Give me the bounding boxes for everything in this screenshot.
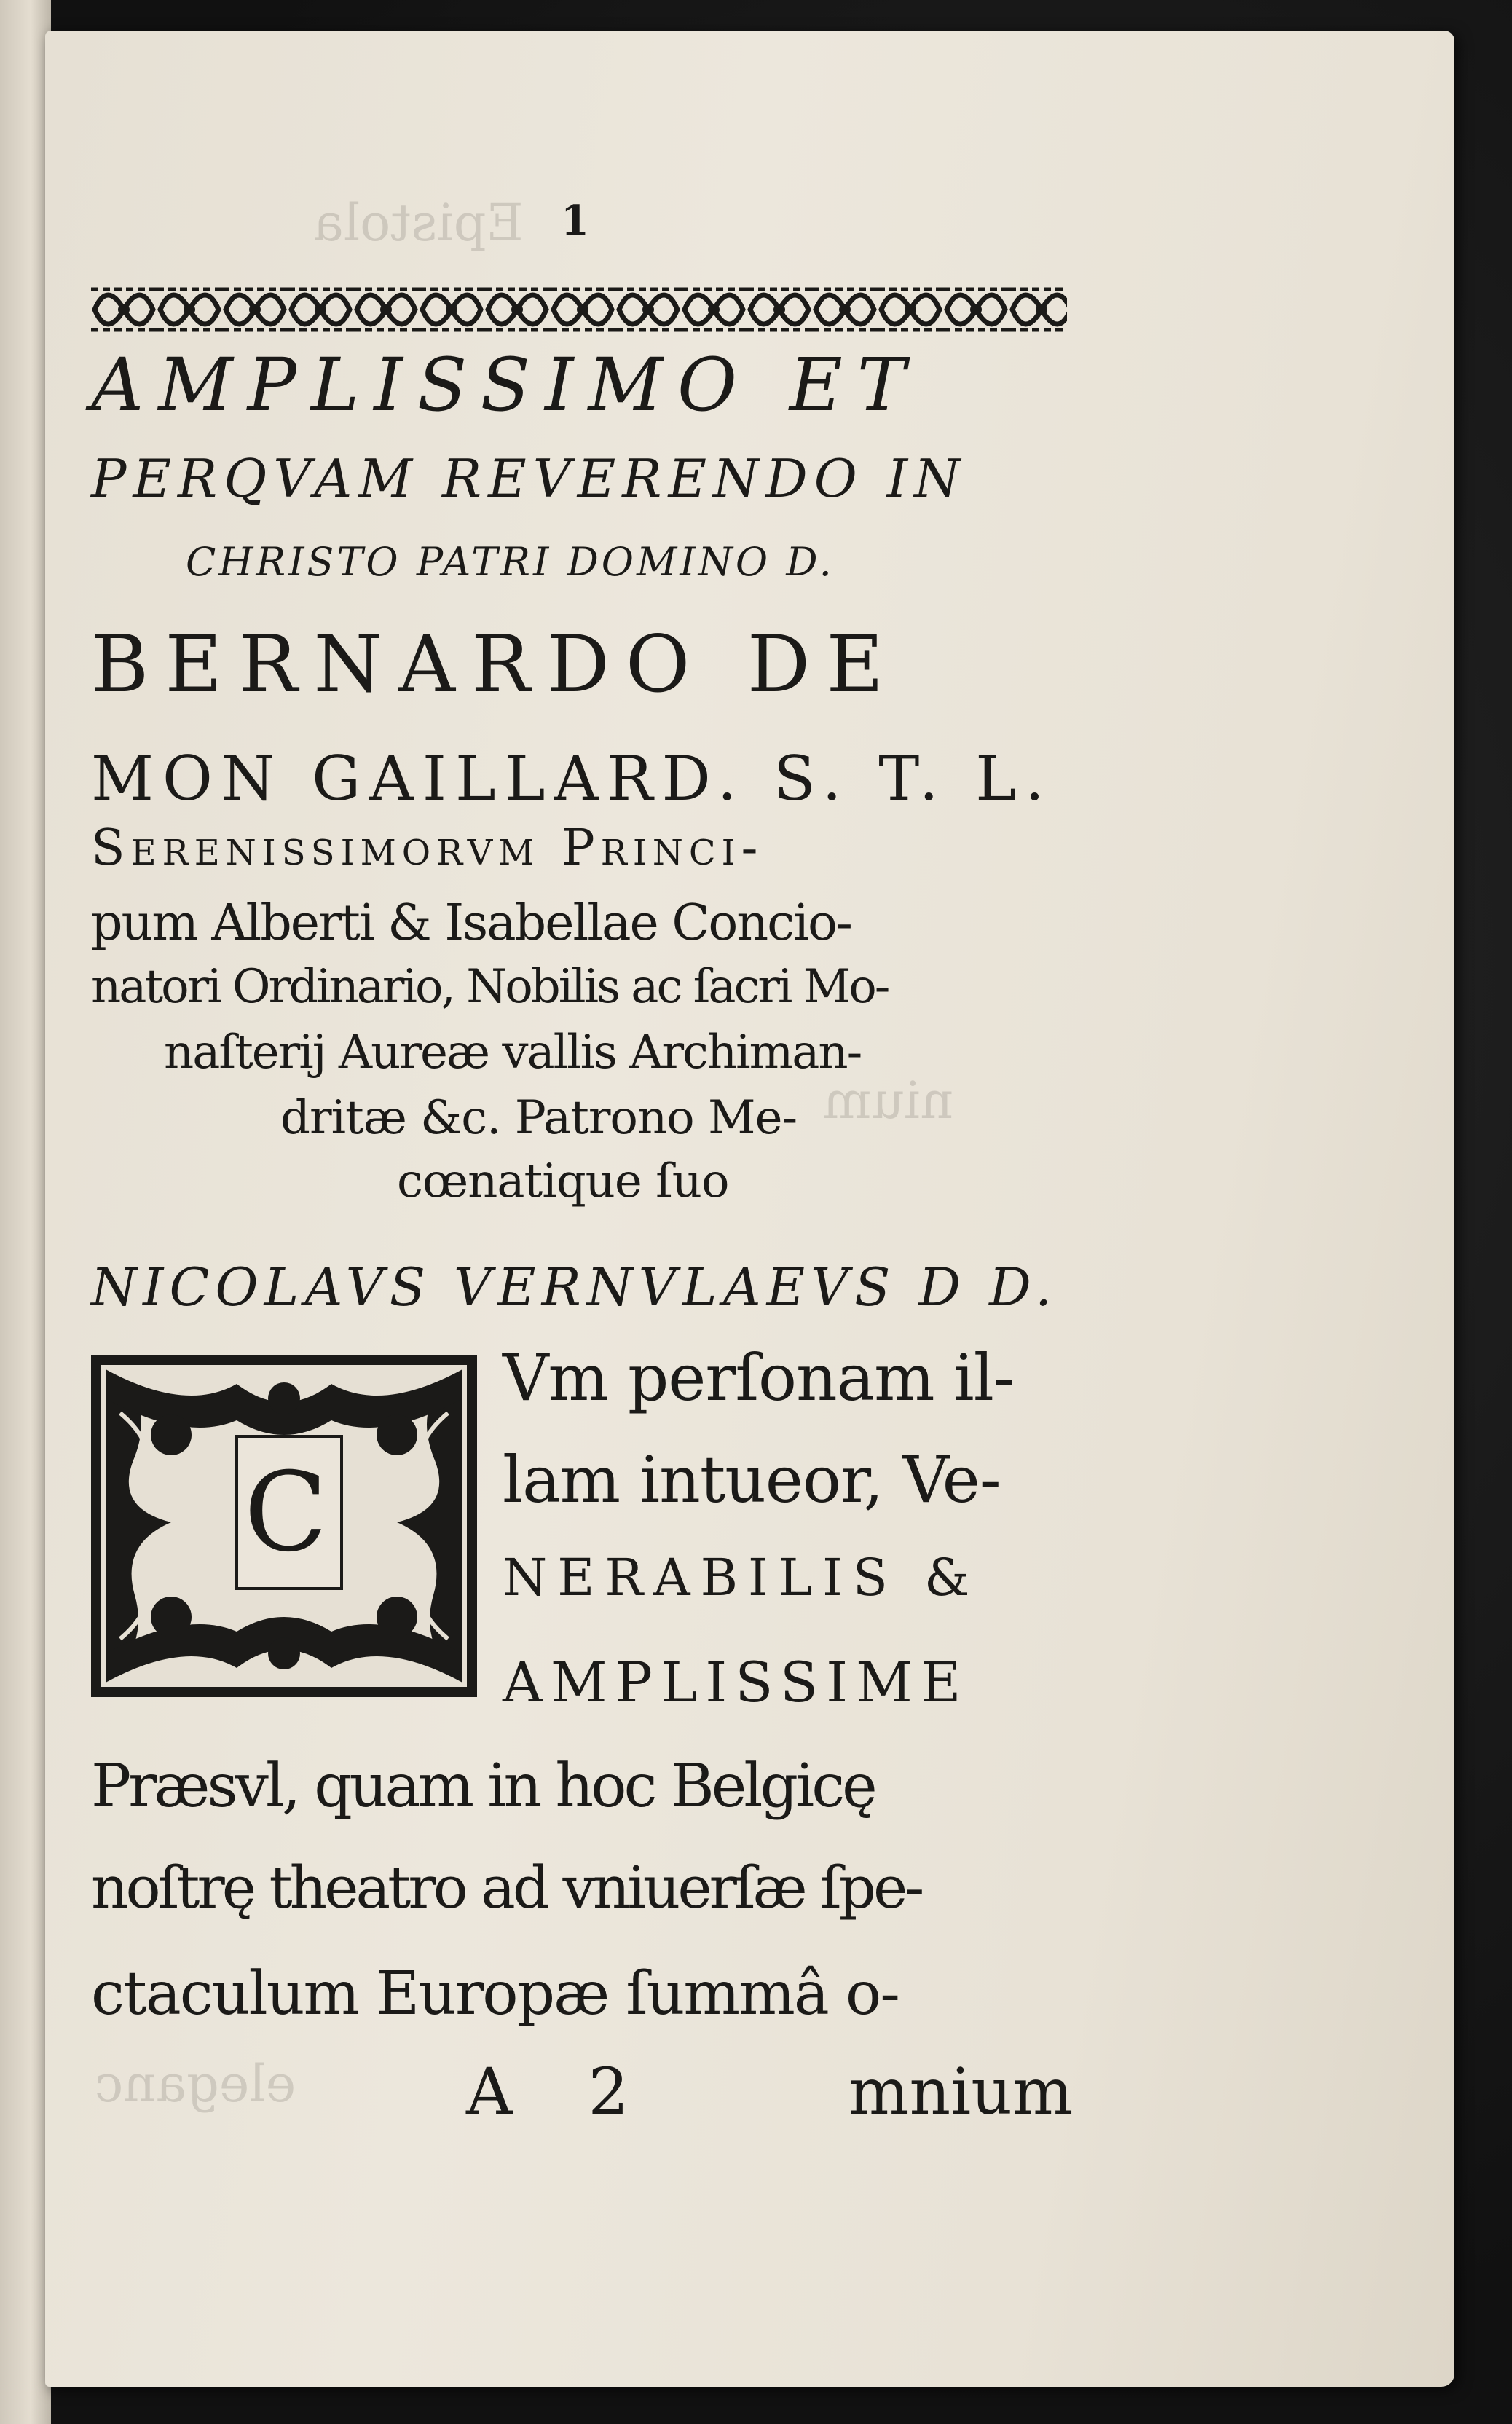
signature-mark: A 2 (466, 2054, 657, 2129)
heading-line-2: PERQVAM REVERENDO IN (91, 448, 967, 509)
initial-letter: C (244, 1449, 328, 1576)
body-line-4: AMPLISSIME (503, 1650, 969, 1715)
dedication-line-2: pum Alberti & Isabellae Concio- (91, 894, 851, 952)
heading-line-3: CHRISTO PATRI DOMINO D. (186, 539, 835, 585)
show-through-ghost: Epistola (313, 193, 524, 253)
headpiece-ornament (91, 273, 1067, 346)
body-line-1: Vm perſonam il- (503, 1340, 1015, 1415)
dedication-line-3: natori Ordinario, Nobilis ac ſacri Mo- (91, 960, 889, 1014)
body-line-5: Præsvl, quam in hoc Belgicę (91, 1752, 875, 1821)
page-number: 1 (561, 197, 589, 245)
body-line-7: ctaculum Europæ ſummâ o- (91, 1959, 899, 2028)
show-through-ghost: eleganc (95, 2054, 296, 2114)
body-line-2: lam intueor, Ve- (503, 1442, 1001, 1517)
body-line-3: NERABILIS & (503, 1548, 980, 1608)
dedication-line-5: dritæ &c. Patrono Me- (280, 1091, 798, 1145)
body-line-6: noſtrę theatro ad vniuerſæ ſpe- (91, 1854, 922, 1921)
facing-page-edge (0, 0, 51, 2424)
dedication-line-6: cœnatique ſuo (397, 1154, 729, 1208)
dedication-line-4: naſterij Aureæ vallis Archiman- (164, 1026, 862, 1079)
show-through-ghost: nium (823, 1071, 953, 1130)
author-line: NICOLAVS VERNVLAEVS D D. (91, 1256, 1058, 1318)
name-line-2: MON GAILLARD. S. T. L. (91, 743, 1053, 814)
catchword: mnium (848, 2054, 1074, 2129)
heading-line-1: AMPLISSIMO ET (91, 342, 921, 428)
name-line-1: BERNARDO DE (91, 619, 900, 710)
dedication-line-1: Serenissimorvm Princi- (91, 819, 764, 877)
